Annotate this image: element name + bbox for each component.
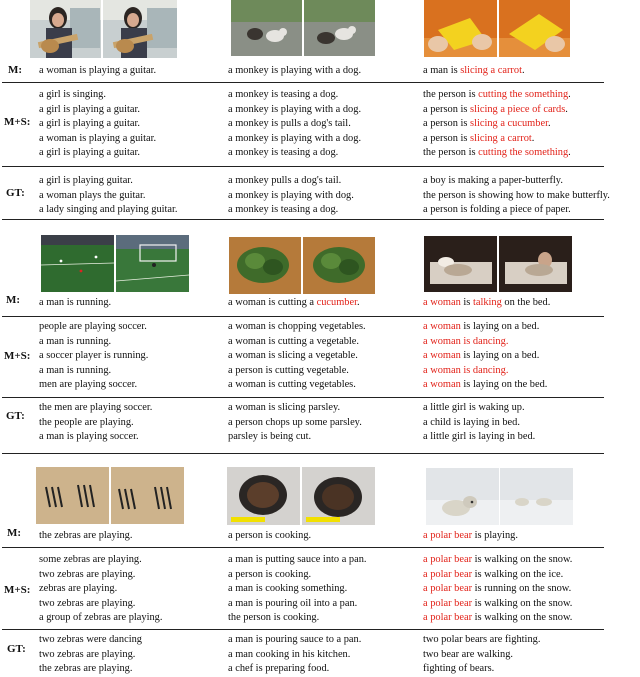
caption-text: a person is cooking. <box>228 568 312 580</box>
caption-ms-b1-col2-1 <box>228 88 338 102</box>
caption-ms-b2-col2-1 <box>228 320 366 334</box>
caption-ms-b3-col2-3 <box>228 582 347 596</box>
label-gt-3: GT: <box>7 643 26 655</box>
caption-text: is walking on the snow. <box>472 597 573 609</box>
caption-m-b3-col1 <box>39 529 132 543</box>
caption-text: is laying on the bed. <box>460 379 548 391</box>
rule-3-ms <box>2 629 604 630</box>
caption-ms-b3-col2-4 <box>228 597 357 611</box>
caption-text: parsley is being cut. <box>228 431 312 443</box>
caption-m-b1-col1 <box>39 64 156 78</box>
caption-text: fighting of bears. <box>423 663 495 675</box>
caption-text: a monkey is pulls a dog's tail. <box>228 118 351 130</box>
rule-2-m <box>2 316 604 317</box>
highlighted-error-text: a polar bear <box>423 530 473 541</box>
thumb-woman-guitar-a <box>30 0 101 58</box>
caption-text: a girl is playing a guitar. <box>39 147 140 159</box>
caption-text: the people are playing. <box>39 416 134 428</box>
caption-gt-b2-col2-1 <box>228 401 340 415</box>
caption-ms-b3-col2-1 <box>228 553 367 567</box>
caption-text: a man is running. <box>39 335 112 347</box>
caption-gt-b3-col2-1 <box>228 633 361 647</box>
caption-text: a monkey is playing with a dog. <box>228 103 362 115</box>
caption-text: a little girl is laying in bed. <box>423 431 536 443</box>
caption-ms-b2-col1-4 <box>39 364 111 378</box>
caption-m-b3-col3 <box>423 529 518 543</box>
caption-ms-b2-col1-2 <box>39 335 111 349</box>
caption-text: a woman is playing a guitar. <box>39 65 157 76</box>
caption-text: the person is <box>423 147 479 159</box>
highlighted-error-text: a woman <box>423 379 461 391</box>
caption-text: a little girl is waking up. <box>423 402 525 413</box>
highlighted-error-text: slicing a carrot <box>470 132 532 144</box>
caption-ms-b3-col1-4 <box>39 597 135 611</box>
thumb-soccer-goal <box>116 235 189 292</box>
caption-text: a monkey is teasing a dog. <box>228 147 339 159</box>
caption-ms-b2-col3-3 <box>423 349 539 363</box>
caption-text: a group of zebras are playing. <box>39 612 163 624</box>
caption-gt-b2-col1-3 <box>39 430 139 444</box>
caption-gt-b1-col3-3 <box>423 203 571 217</box>
caption-text: a man is running. <box>39 297 112 308</box>
caption-gt-b1-col2-3 <box>228 203 338 217</box>
thumb-bed-a <box>424 236 497 292</box>
rule-2-top <box>2 219 604 220</box>
caption-text: a person is folding a piece of paper. <box>423 204 571 216</box>
highlighted-error-text: a polar bear <box>423 554 473 565</box>
caption-text: the person is <box>423 89 479 100</box>
caption-text: a person is cutting vegetable. <box>228 364 349 376</box>
caption-ms-b1-col2-4 <box>228 132 361 146</box>
label-ms-2: M+S: <box>4 350 31 362</box>
caption-text: people are playing soccer. <box>39 321 147 332</box>
label-gt-1: GT: <box>6 187 25 199</box>
caption-text: a man is playing soccer. <box>39 431 139 443</box>
caption-text: a man is pouring oil into a pan. <box>228 597 358 609</box>
caption-text: . <box>565 103 568 115</box>
caption-text: is laying on a bed. <box>460 350 540 362</box>
caption-text: a woman is chopping vegetables. <box>228 321 366 332</box>
caption-gt-b3-col1-1 <box>39 633 142 647</box>
caption-text: a person is cooking. <box>228 530 312 541</box>
caption-text: a woman is cutting vegetables. <box>228 379 356 391</box>
caption-text: a man is putting sauce into a pan. <box>228 554 367 565</box>
caption-text: a woman plays the guitar. <box>39 189 146 201</box>
caption-text: two zebras are playing. <box>39 568 136 580</box>
caption-ms-b2-col2-4 <box>228 364 349 378</box>
caption-text: two zebras were dancing <box>39 634 142 645</box>
caption-gt-b1-col1-3 <box>39 203 178 217</box>
label-m-1: M: <box>8 64 23 76</box>
highlighted-error-text: a polar bear <box>423 583 473 595</box>
caption-gt-b1-col3-2 <box>423 189 610 203</box>
caption-text: a woman is slicing parsley. <box>228 402 341 413</box>
highlighted-error-text: slicing a cucumber <box>470 118 548 130</box>
caption-gt-b1-col2-1 <box>228 174 341 188</box>
caption-text: two bear are walking. <box>423 648 514 660</box>
thumb-paper-folding-a <box>424 0 497 57</box>
caption-ms-b2-col3-2 <box>423 335 508 349</box>
caption-text: is <box>460 297 473 308</box>
caption-m-b2-col3 <box>423 296 550 310</box>
caption-ms-b1-col1-4 <box>39 132 156 146</box>
caption-ms-b1-col2-5 <box>228 146 338 160</box>
caption-text: a monkey is teasing a dog. <box>228 89 339 100</box>
caption-gt-b2-col2-2 <box>228 416 362 430</box>
caption-text: . <box>568 147 571 159</box>
rule-2-ms <box>2 397 604 398</box>
caption-text: a girl is playing a guitar. <box>39 103 140 115</box>
caption-text: on the bed. <box>501 297 551 308</box>
highlighted-error-text: slicing a piece of cards <box>470 103 566 115</box>
caption-text: . <box>547 118 551 130</box>
caption-text: a monkey is playing with a dog. <box>228 65 362 76</box>
caption-text: a man is pouring sauce to a pan. <box>228 634 362 645</box>
thumb-polar-bears-b <box>500 468 573 525</box>
caption-gt-b1-col1-1 <box>39 174 133 188</box>
caption-ms-b3-col1-3 <box>39 582 117 596</box>
caption-text: a woman is cutting a <box>228 297 317 308</box>
caption-ms-b2-col2-2 <box>228 335 359 349</box>
thumb-monkey-dog-b <box>304 0 375 56</box>
highlighted-error-text: cutting the something <box>478 147 569 159</box>
label-ms-1: M+S: <box>4 116 31 128</box>
thumb-monkey-dog-a <box>231 0 302 56</box>
caption-m-b2-col1 <box>39 296 111 310</box>
caption-text: a woman is slicing a vegetable. <box>228 350 358 362</box>
caption-text: the person is showing how to make butterfly. <box>423 189 610 201</box>
caption-ms-b1-col3-3 <box>423 117 551 131</box>
caption-ms-b3-col3-5 <box>423 611 572 625</box>
caption-ms-b2-col3-1 <box>423 320 539 334</box>
highlighted-error-text: a woman <box>423 321 461 332</box>
thumb-zebras-a <box>36 467 109 524</box>
caption-text: a girl is playing guitar. <box>39 175 133 186</box>
caption-text: two zebras are playing. <box>39 648 136 660</box>
caption-ms-b3-col2-2 <box>228 568 311 582</box>
caption-m-b3-col2 <box>228 529 311 543</box>
caption-ms-b2-col1-5 <box>39 378 137 392</box>
caption-text: a man cooking in his kitchen. <box>228 648 351 660</box>
caption-text: the men are playing soccer. <box>39 402 153 413</box>
highlighted-error-text: cucumber <box>316 297 357 308</box>
caption-text: two polar bears are fighting. <box>423 634 541 645</box>
caption-text: is running on the snow. <box>472 583 572 595</box>
thumb-polar-bears-a <box>426 468 499 525</box>
highlighted-error-text: a woman <box>423 297 461 308</box>
caption-text: a person chops up some parsley. <box>228 416 362 428</box>
caption-ms-b1-col3-2 <box>423 103 568 117</box>
highlighted-error-text: a woman is dancing. <box>423 364 509 376</box>
caption-ms-b1-col3-1 <box>423 88 571 102</box>
caption-ms-b2-col3-5 <box>423 378 547 392</box>
caption-ms-b2-col1-3 <box>39 349 148 363</box>
highlighted-error-text: a woman <box>423 350 461 362</box>
caption-ms-b2-col2-3 <box>228 349 358 363</box>
caption-ms-b2-col3-4 <box>423 364 508 378</box>
caption-text: is laying on a bed. <box>460 321 540 332</box>
caption-text: a man is <box>423 65 461 76</box>
caption-text: is walking on the snow. <box>472 554 573 565</box>
caption-text: the person is cooking. <box>228 612 320 624</box>
caption-gt-b3-col3-2 <box>423 648 513 662</box>
caption-ms-b2-col2-5 <box>228 378 356 392</box>
caption-gt-b1-col1-2 <box>39 189 145 203</box>
caption-ms-b3-col1-5 <box>39 611 162 625</box>
caption-text: a soccer player is running. <box>39 350 149 362</box>
highlighted-error-text: cutting the something <box>478 89 569 100</box>
caption-gt-b1-col2-2 <box>228 189 354 203</box>
caption-text: some zebras are playing. <box>39 554 142 565</box>
highlighted-error-text: a polar bear <box>423 568 473 580</box>
caption-ms-b1-col1-5 <box>39 146 140 160</box>
caption-ms-b2-col1-1 <box>39 320 147 334</box>
caption-text: a girl is playing a guitar. <box>39 118 140 130</box>
caption-text: men are playing soccer. <box>39 379 138 391</box>
caption-ms-b1-col1-1 <box>39 88 106 102</box>
thumb-parsley-b <box>303 237 375 294</box>
label-m-2: M: <box>6 294 21 306</box>
caption-text: a chef is preparing food. <box>228 663 330 675</box>
thumb-cooking-a <box>227 467 300 525</box>
caption-text: zebras are playing. <box>39 583 118 595</box>
caption-gt-b3-col2-2 <box>228 648 350 662</box>
thumb-bed-b <box>499 236 572 292</box>
caption-text: . <box>568 89 571 100</box>
highlighted-error-text: a woman is dancing. <box>423 335 509 347</box>
caption-text: a monkey is teasing a dog. <box>228 204 339 216</box>
caption-text: a monkey is playing with dog. <box>228 189 354 201</box>
caption-ms-b3-col3-3 <box>423 582 571 596</box>
highlighted-error-text: a polar bear <box>423 597 473 609</box>
caption-text: . <box>521 65 525 76</box>
caption-m-b2-col2 <box>228 296 360 310</box>
caption-ms-b3-col3-4 <box>423 597 572 611</box>
caption-text: a child is laying in bed. <box>423 416 520 428</box>
highlighted-error-text: slicing a carrot <box>460 65 522 76</box>
thumb-woman-guitar-b <box>103 0 177 58</box>
caption-gt-b2-col3-1 <box>423 401 525 415</box>
thumb-soccer-field <box>41 235 114 292</box>
caption-text: is playing. <box>472 530 518 541</box>
caption-text: the zebras are playing. <box>39 530 133 541</box>
thumb-parsley-a <box>229 237 301 294</box>
caption-text: a man is cooking something. <box>228 583 348 595</box>
caption-m-b1-col3 <box>423 64 525 78</box>
label-gt-2: GT: <box>6 410 25 422</box>
caption-gt-b2-col1-2 <box>39 416 134 430</box>
caption-ms-b3-col1-1 <box>39 553 142 567</box>
caption-gt-b3-col3-3 <box>423 662 494 676</box>
label-ms-3: M+S: <box>4 584 31 596</box>
caption-text: a person is <box>423 103 471 115</box>
caption-gt-b3-col3-1 <box>423 633 540 647</box>
caption-text: a man is running. <box>39 364 112 376</box>
caption-gt-b3-col1-2 <box>39 648 135 662</box>
caption-gt-b2-col3-3 <box>423 430 535 444</box>
caption-ms-b1-col2-3 <box>228 117 351 131</box>
caption-m-b1-col2 <box>228 64 361 78</box>
caption-text: a woman is cutting a vegetable. <box>228 335 359 347</box>
caption-text: a monkey pulls a dog's tail. <box>228 175 342 186</box>
caption-text: a monkey is playing with a dog. <box>228 132 362 144</box>
caption-text: a person is <box>423 132 471 144</box>
thumb-paper-folding-b <box>499 0 570 57</box>
caption-ms-b1-col2-2 <box>228 103 361 117</box>
caption-gt-b3-col2-3 <box>228 662 329 676</box>
thumb-zebras-b <box>111 467 184 524</box>
caption-text: . <box>356 297 360 308</box>
rule-3-top <box>2 453 604 454</box>
caption-text: two zebras are playing. <box>39 597 136 609</box>
caption-text: is walking on the ice. <box>472 568 564 580</box>
caption-ms-b3-col3-2 <box>423 568 563 582</box>
caption-ms-b1-col1-3 <box>39 117 140 131</box>
caption-ms-b1-col3-5 <box>423 146 571 160</box>
caption-text: a boy is making a paper-butterfly. <box>423 175 563 186</box>
caption-gt-b2-col1-1 <box>39 401 152 415</box>
caption-text: the zebras are playing. <box>39 663 133 675</box>
caption-gt-b2-col3-2 <box>423 416 520 430</box>
rule-1-ms <box>2 166 604 167</box>
caption-text: a girl is singing. <box>39 89 106 100</box>
caption-text: a woman is playing a guitar. <box>39 132 157 144</box>
caption-text: is walking on the snow. <box>472 612 573 624</box>
rule-3-m <box>2 547 604 548</box>
caption-text: . <box>531 132 535 144</box>
thumb-cooking-b <box>302 467 375 525</box>
caption-text: a person is <box>423 118 471 130</box>
label-m-3: M: <box>7 527 22 539</box>
caption-ms-b3-col1-2 <box>39 568 135 582</box>
caption-ms-b3-col3-1 <box>423 553 572 567</box>
caption-ms-b1-col1-2 <box>39 103 140 117</box>
caption-ms-b1-col3-4 <box>423 132 534 146</box>
caption-text: a lady singing and playing guitar. <box>39 204 178 216</box>
caption-gt-b1-col3-1 <box>423 174 563 188</box>
caption-gt-b2-col2-3 <box>228 430 311 444</box>
caption-gt-b3-col1-3 <box>39 662 132 676</box>
highlighted-error-text: talking <box>472 297 502 308</box>
caption-ms-b3-col2-5 <box>228 611 319 625</box>
highlighted-error-text: a polar bear <box>423 612 473 624</box>
rule-1-m <box>2 82 604 83</box>
